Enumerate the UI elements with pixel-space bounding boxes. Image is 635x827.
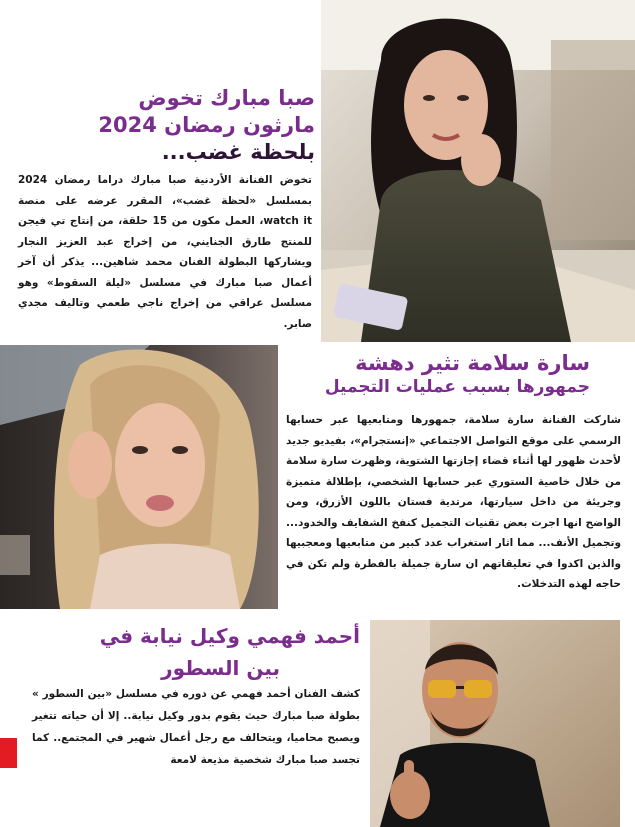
photo-ahmed-fahmy (370, 620, 620, 827)
article-2-body: شاركت الفنانة سارة سلامة، جمهورها ومتابعيها عبر حسابها الرسمي على موقع التواصل الاجتماعي «إنستجرام»، بفيديو جديد لأحدث ظهور لها أثناء قضاء إجازتها الشتوية، وظهرت سارة سلامة من خلال خاصية الستوري عبر حسابها الشخصي، بإطلالة متميزة وجريئة من داخل سيارتها، مرتدية فستان باللون الأزرق، ومن الواضح انها اجرت بعض تقنيات التجميل كنفخ الشفايف والخدود... وتجميل الأنف... مما اثار استغراب عدد كبير من متابعيها ومعجبيها والذين اكدوا في تعليقاتهم ان سارة جميلة بالفطرة ولم تكن في حاجه لهذه التدخلات. (286, 414, 621, 590)
article-2-headline-line-1: سارة سلامة تثير دهشة (355, 351, 590, 375)
article-2-headline-line-2: جمهورها بسبب عمليات التجميل (324, 376, 590, 397)
article-3-headline-line-1: أحمد فهمي وكيل نيابة في (99, 624, 360, 648)
article-3-body: كشف الفنان أحمد فهمي عن دوره في مسلسل «بين السطور » بطولة صبا مبارك حيث يقوم بدور وكيل نيابة.. إلا أن حياته تتغير ويصبح محاميا، ويتحالف مع رجل أعمال شهير في المجتمع.. كما تجسد صبا مبارك شخصية مذيعة لامعة (32, 688, 360, 766)
article-1-headline-line-2: مارثون رمضان 2024 (98, 112, 315, 137)
portrait-sara-salama-image (0, 345, 278, 609)
photo-saba-mubarak (321, 0, 635, 342)
portrait-saba-mubarak-image (321, 0, 635, 342)
article-1-headline-line-3: بلحظة غضب... (161, 139, 315, 164)
article-1-body: تخوض الفنانة الأردنية صبا مبارك دراما رمضان 2024 بمسلسل «لحظة غضب»، المقرر عرضه على منصة watch it، العمل مكون من 15 حلقة، من إنتاج تي فيجن للمنتج طارق الجنايني، من إخراج عبد العزيز النجار ويشاركها البطولة الفنان محمد شاهين... يذكر أن آخر أعمال صبا مبارك في مسلسل «ليلة السقوط» وهو مسلسل عراقي من إخراج ناجي طعمي وتاليف مجدي صابر. (18, 174, 313, 330)
article-1-headline-line-1: صبا مبارك تخوض (138, 86, 315, 110)
article-2-headline (290, 350, 590, 399)
page-edge-tab (0, 738, 17, 768)
portrait-ahmed-fahmy-image (370, 620, 620, 827)
article-3-headline-line-2: بين السطور (161, 656, 280, 680)
article-3-headline (60, 620, 360, 684)
article-1-headline (90, 85, 315, 166)
photo-sara-salama (0, 345, 278, 609)
